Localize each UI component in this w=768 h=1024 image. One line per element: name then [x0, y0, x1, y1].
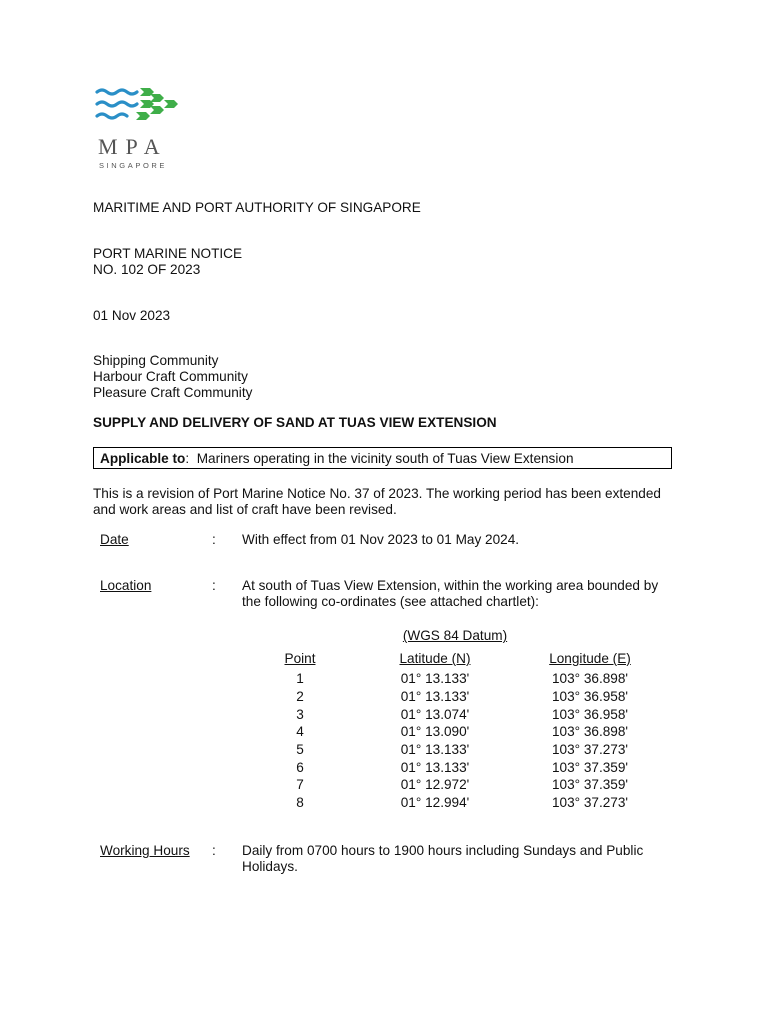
date-label: Date	[100, 532, 129, 547]
latitude-cell: 01° 13.074'	[400, 707, 470, 722]
working-hours-label: Working Hours	[100, 843, 190, 858]
intro-paragraph: This is a revision of Port Marine Notice No. 37 of 2023. The working period has been extended and work areas and list of craft have been revised.	[93, 486, 661, 517]
longitude-cell: 103° 37.359'	[551, 777, 629, 792]
point-cell: 6	[296, 760, 304, 775]
org-name: MARITIME AND PORT AUTHORITY OF SINGAPORE	[93, 200, 421, 215]
latitude-cell: 01° 13.090'	[400, 724, 470, 739]
working-hours-text: Daily from 0700 hours to 1900 hours including Sundays and Public Holidays.	[242, 843, 644, 874]
point-cell: 3	[296, 707, 304, 722]
logo-subtext: SINGAPORE	[99, 161, 167, 170]
location-colon: :	[212, 578, 216, 593]
longitude-cell: 103° 37.273'	[551, 795, 629, 810]
notice-title: SUPPLY AND DELIVERY OF SAND AT TUAS VIEW EXTENSION	[93, 415, 497, 430]
latitude-cell: 01° 12.994'	[400, 795, 470, 810]
date-text: With effect from 01 Nov 2023 to 01 May 2024.	[242, 532, 520, 547]
recipient: Shipping Community	[93, 353, 219, 368]
latitude-cell: 01° 13.133'	[400, 689, 470, 704]
applicable-label: Applicable to	[100, 451, 186, 466]
longitude-cell: 103° 36.958'	[551, 689, 629, 704]
latitude-cell: 01° 13.133'	[400, 671, 470, 686]
location-label: Location	[100, 578, 152, 593]
notice-date: 01 Nov 2023	[93, 308, 171, 323]
mpa-logo	[94, 82, 190, 170]
notice-number: NO. 102 OF 2023	[93, 262, 201, 277]
header-longitude: Longitude (E)	[549, 651, 631, 666]
mpa-wave-emblem-icon	[94, 82, 190, 170]
date-colon: :	[212, 532, 216, 547]
working-hours-colon: :	[212, 843, 216, 858]
point-cell: 7	[296, 777, 304, 792]
point-cell: 5	[296, 742, 304, 757]
applicable-text: Mariners operating in the vicinity south of Tuas View Extension	[196, 451, 574, 466]
point-cell: 2	[296, 689, 304, 704]
recipient: Pleasure Craft Community	[93, 385, 253, 400]
longitude-cell: 103° 36.898'	[551, 724, 629, 739]
datum-label: (WGS 84 Datum)	[402, 628, 508, 643]
longitude-cell: 103° 36.898'	[551, 671, 629, 686]
applicable-box	[93, 447, 672, 469]
latitude-cell: 01° 12.972'	[400, 777, 470, 792]
recipient: Harbour Craft Community	[93, 369, 248, 384]
longitude-cell: 103° 37.359'	[551, 760, 629, 775]
point-cell: 8	[296, 795, 304, 810]
notice-type: PORT MARINE NOTICE	[93, 246, 243, 261]
longitude-cell: 103° 37.273'	[551, 742, 629, 757]
logo-text: MPA	[98, 134, 168, 159]
header-point: Point	[284, 651, 316, 666]
latitude-cell: 01° 13.133'	[400, 760, 470, 775]
location-text: At south of Tuas View Extension, within the working area bounded by the following co-ordinates (see attached chartlet):	[242, 578, 659, 609]
point-cell: 4	[296, 724, 304, 739]
header-latitude: Latitude (N)	[399, 651, 471, 666]
point-cell: 1	[296, 671, 304, 686]
applicable-colon: :	[185, 451, 197, 466]
longitude-cell: 103° 36.958'	[551, 707, 629, 722]
latitude-cell: 01° 13.133'	[400, 742, 470, 757]
